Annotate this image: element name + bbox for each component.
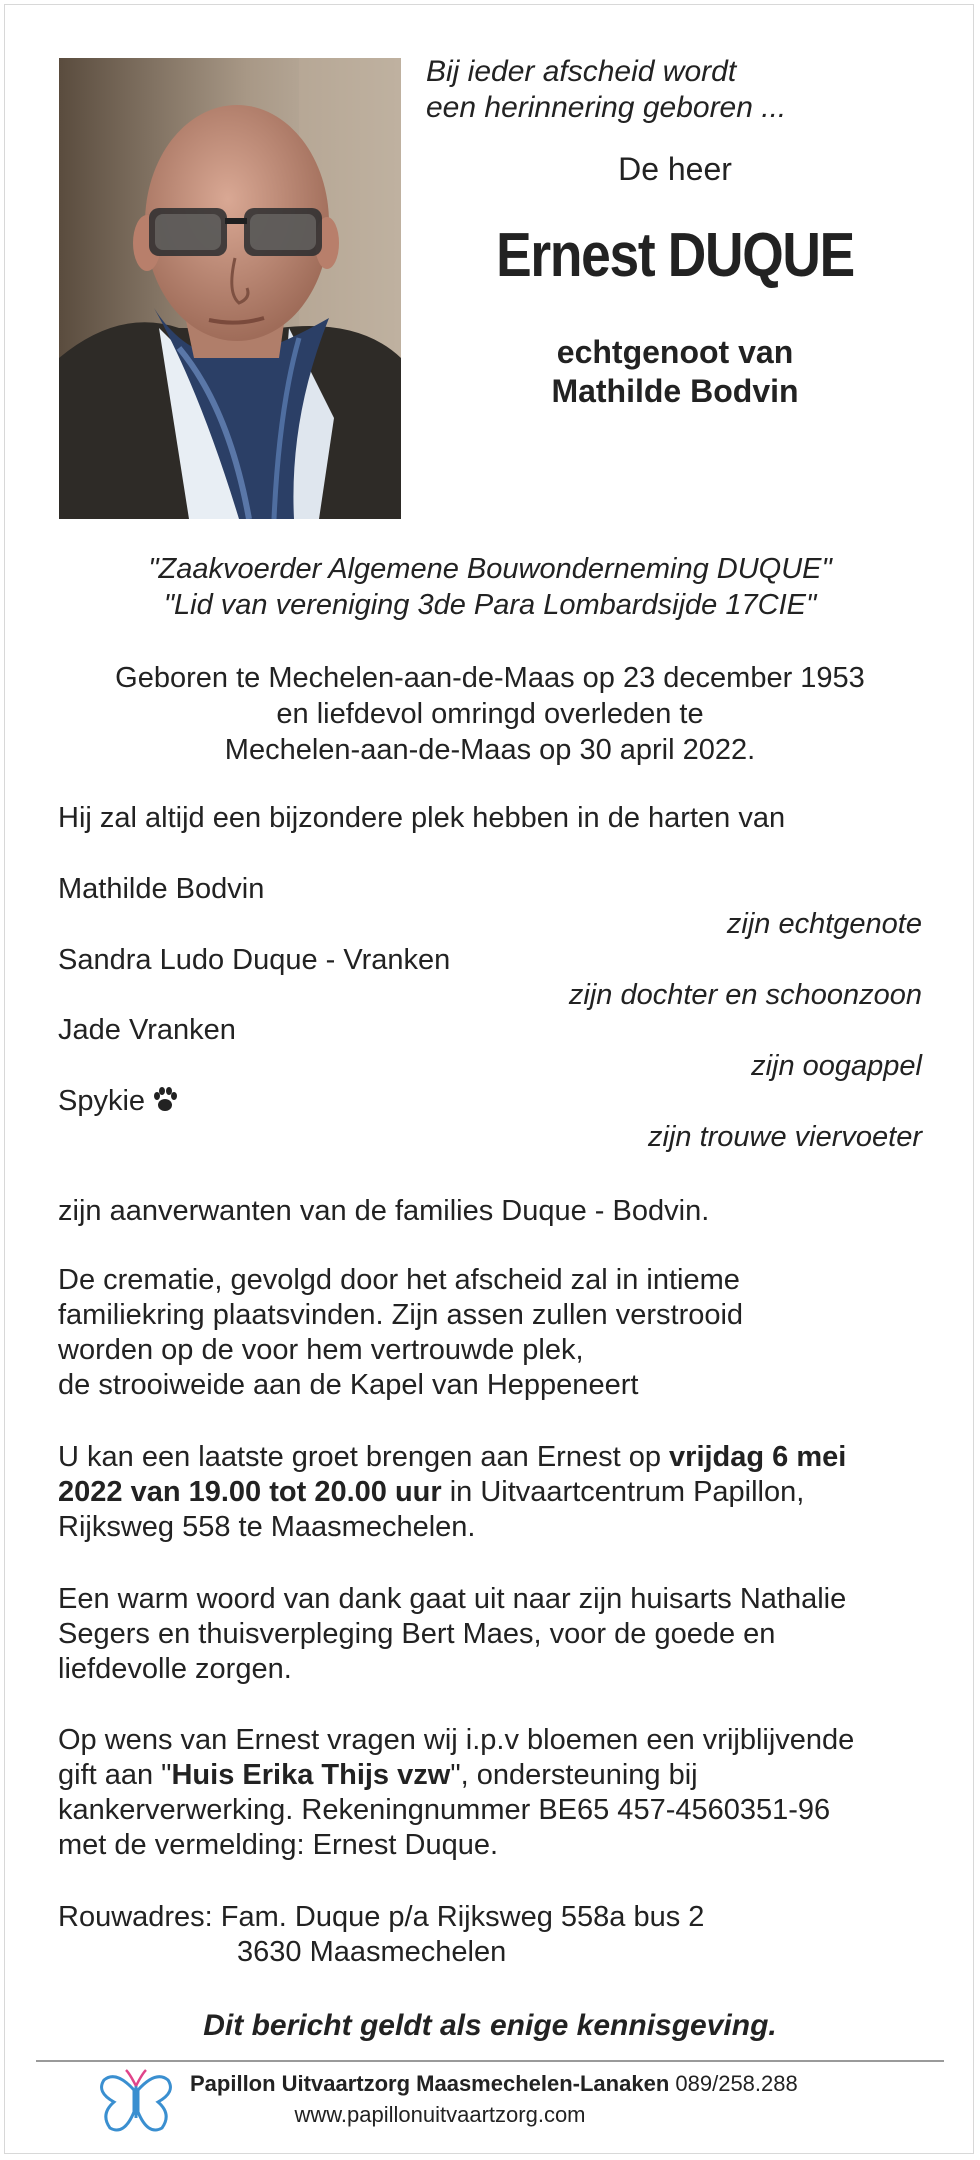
motto-line-1: Bij ieder afscheid wordt	[426, 55, 737, 88]
motto-line-2: een herinnering geboren ...	[426, 91, 787, 124]
visit-pre: U kan een laatste groet brengen aan Ernest op	[58, 1441, 670, 1473]
portrait-photo	[59, 58, 401, 519]
visitation-text	[58, 1440, 928, 1545]
thanks-line: Segers en thuisverpleging Bert Maes, voor de goede en	[58, 1618, 776, 1650]
footer-firm-line	[190, 2071, 798, 2097]
relative-pet	[58, 1085, 179, 1121]
relative-role: zijn echtgenote	[726, 908, 922, 940]
donation-post: ", ondersteuning bij	[450, 1759, 698, 1791]
cremation-text	[58, 1263, 928, 1403]
birth-death-text	[40, 660, 940, 768]
address-line-1: Rouwadres: Fam. Duque p/a Rijksweg 558a bus 2	[58, 1901, 705, 1933]
cremation-line: de strooiweide aan de Kapel van Heppeneert	[58, 1369, 639, 1401]
quote-line-2: "Lid van vereniging 3de Para Lombardsijde 17CIE"	[163, 589, 817, 621]
visit-address: Rijksweg 558 te Maasmechelen.	[58, 1511, 476, 1543]
donation-line: Op wens van Ernest vragen wij i.p.v bloemen een vrijblijvende	[58, 1724, 855, 1756]
donation-account: kankerverwerking. Rekeningnummer BE65 457-4560351-96	[58, 1794, 831, 1826]
extended-family-text: zijn aanverwanten van de families Duque - Bodvin.	[58, 1195, 710, 1227]
mourning-address	[58, 1900, 704, 1970]
quote-line-1: "Zaakvoerder Algemene Bouwonderneming DUQUE"	[148, 553, 832, 585]
notice-text: Dit bericht geldt als enige kennisgeving.	[203, 2009, 777, 2042]
relative-role: zijn dochter en schoonzoon	[568, 979, 922, 1011]
donation-charity: Huis Erika Thijs vzw	[171, 1759, 451, 1791]
birth-line-3: Mechelen-aan-de-Maas op 30 april 2022.	[224, 734, 756, 766]
relative-name: Sandra Ludo Duque - Vranken	[58, 944, 451, 976]
cremation-line: worden op de voor hem vertrouwde plek,	[58, 1334, 584, 1366]
address-line-2: 3630 Maasmechelen	[237, 1936, 507, 1968]
spouse-relation: echtgenoot van	[556, 334, 794, 370]
relative-name: Jade Vranken	[58, 1014, 236, 1046]
thanks-line: liefdevolle zorgen.	[58, 1653, 292, 1685]
relative-name: Spykie	[58, 1085, 146, 1117]
thanks-text	[58, 1582, 928, 1687]
cremation-line: De crematie, gevolgd door het afscheid zal in intieme	[58, 1264, 740, 1296]
relative-role: zijn oogappel	[751, 1050, 922, 1082]
quotes	[40, 551, 940, 623]
relative-role: zijn trouwe viervoeter	[648, 1121, 922, 1153]
motto	[426, 54, 846, 126]
footer-phone[interactable]: 089/258.288	[675, 2071, 798, 2096]
visit-date: vrijdag 6 mei	[669, 1441, 847, 1473]
title-prefix: De heer	[618, 151, 732, 187]
butterfly-icon	[96, 2068, 176, 2138]
birth-line-1: Geboren te Mechelen-aan-de-Maas op 23 december 1953	[115, 662, 865, 694]
footer-firm: Papillon Uitvaartzorg Maasmechelen-Lanaken	[190, 2071, 670, 2096]
footer-divider	[36, 2060, 944, 2062]
relative-name: Mathilde Bodvin	[58, 873, 265, 905]
donation-line: met de vermelding: Ernest Duque.	[58, 1829, 499, 1861]
spouse-name: Mathilde Bodvin	[551, 373, 799, 409]
birth-line-2: en liefdevol omringd overleden te	[276, 698, 704, 730]
cremation-line: familiekring plaatsvinden. Zijn assen zullen verstrooid	[58, 1299, 744, 1331]
footer-website[interactable]: www.papillonuitvaartzorg.com	[294, 2102, 586, 2127]
donation-text	[58, 1723, 928, 1863]
thanks-line: Een warm woord van dank gaat uit naar zijn huisarts Nathalie	[58, 1583, 847, 1615]
intro-text: Hij zal altijd een bijzondere plek hebben in de harten van	[58, 802, 786, 834]
spouse-line	[430, 333, 920, 411]
paw-icon	[151, 1087, 179, 1121]
deceased-name: Ernest DUQUE	[496, 221, 854, 290]
donation-pre: gift aan "	[58, 1759, 172, 1791]
visit-time: 2022 van 19.00 tot 20.00 uur	[58, 1476, 442, 1508]
visit-post: in Uitvaartcentrum Papillon,	[441, 1476, 805, 1508]
